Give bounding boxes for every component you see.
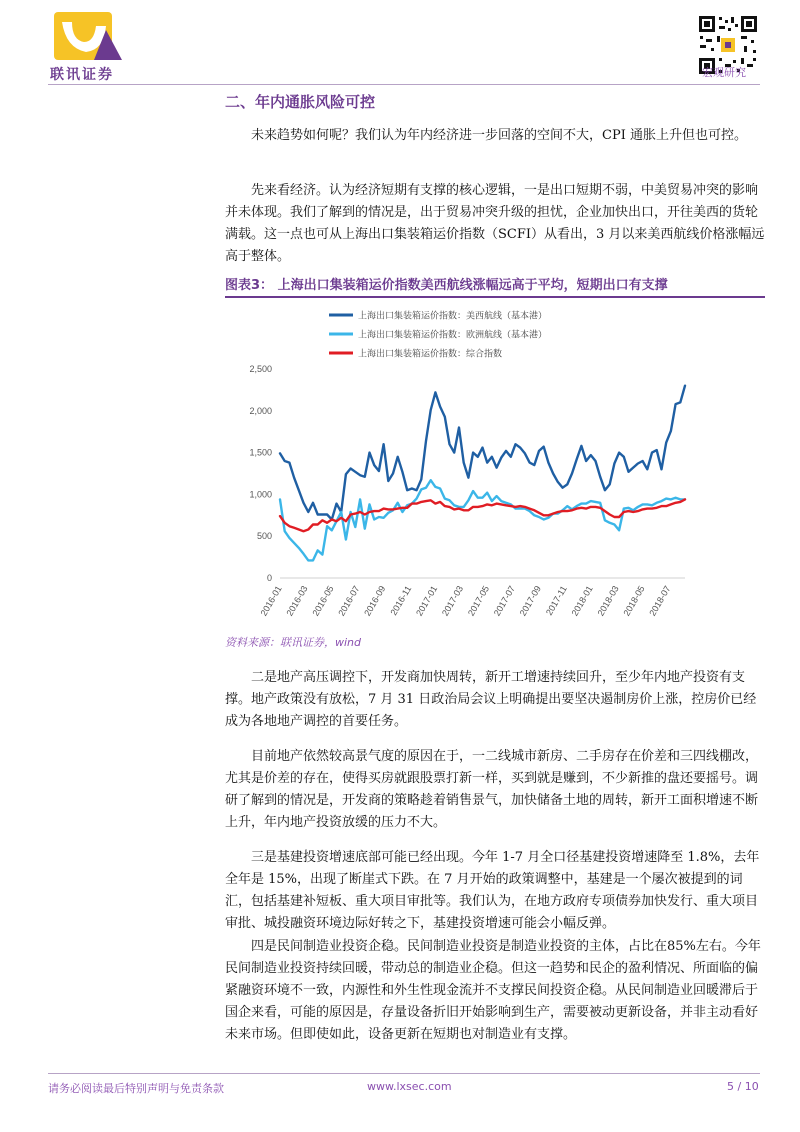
x-tick-label: 2018-05 <box>621 584 647 618</box>
legend-label-0: 上海出口集装箱运价指数：美西航线（基本港） <box>358 311 548 322</box>
y-tick-label: 2,000 <box>249 405 272 416</box>
footer-divider <box>48 1073 760 1074</box>
header-divider <box>48 84 760 85</box>
x-tick-label: 2017-07 <box>491 584 518 618</box>
paragraph-economy: 先来看经济。认为经济短期有支撑的核心逻辑，一是出口短期不弱，中美贸易冲突的影响并未体现。我们了解到的情况是，出于贸易冲突升级的担忧，企业加快出口，开往美西的货轮满载。这一点也可从上海出口集装箱运价指数（SCFI）从看出，3 月以来美西航线价格涨幅远高于整体。 <box>225 183 765 264</box>
x-tick-label: 2016-03 <box>284 584 310 618</box>
y-tick-label: 2,500 <box>249 364 272 374</box>
y-tick-label: 500 <box>256 531 272 542</box>
x-tick-label: 2016-01 <box>258 584 284 618</box>
x-tick-label: 2017-11 <box>544 584 569 618</box>
legend-label-2: 上海出口集装箱运价指数：综合指数 <box>358 349 503 360</box>
x-tick-label: 2016-05 <box>310 584 336 618</box>
x-tick-label: 2016-11 <box>388 584 414 618</box>
legend-label-1: 上海出口集装箱运价指数：欧洲航线（基本港） <box>358 330 548 341</box>
report-category: 宏观研究 <box>702 66 746 79</box>
footer-disclaimer-link[interactable]: 请务必阅读最后特别声明与免责条款 <box>48 1082 224 1095</box>
x-tick-label: 2017-05 <box>465 584 492 618</box>
paragraph-infrastructure: 三是基建投资增速底部可能已经出现。今年 1-7 月全口径基建投资增速降至 1.8%，去年全年是 15%，出现了断崖式下跌。在 7 月开始的政策调整中，基建是一个屡次被提到的词汇，包括基建补短板、重大项目审批等。我们认为，在地方政府专项债券加快发行、重大项目审批、城投融资环境边际好转之下，基建投资增速可能会小幅反弹。 <box>225 850 760 931</box>
series-line-1 <box>280 480 685 560</box>
brand-name: 联讯证券 <box>50 67 114 83</box>
paragraph-real-estate: 二是地产高压调控下，开发商加快周转，新开工增速持续回升，至少年内地产投资有支撑。地产政策没有放松，7 月 31 日政治局会议上明确提出要坚决遏制房价上涨，控房价已经成为各地地产调控的首要任务。 <box>225 670 757 729</box>
x-tick-label: 2018-07 <box>647 584 673 618</box>
paragraph-outlook: 未来趋势如何呢？我们认为年内经济进一步回落的空间不大，CPI 通胀上升但也可控。 <box>251 128 747 143</box>
y-tick-label: 0 <box>266 573 272 583</box>
y-tick-label: 1,500 <box>249 447 272 458</box>
figure-source: 资料来源：联讯证券，wind <box>225 636 362 649</box>
x-tick-label: 2017-03 <box>439 584 466 618</box>
x-tick-label: 2017-09 <box>517 584 543 618</box>
figure-title-rule <box>225 296 765 298</box>
x-tick-label: 2017-01 <box>414 584 440 618</box>
footer-website-link[interactable]: www.lxsec.com <box>367 1080 452 1093</box>
y-tick-label: 1,000 <box>249 489 272 500</box>
x-tick-label: 2018-03 <box>595 584 621 618</box>
paragraph-property-market: 目前地产依然较高景气度的原因在于，一二线城市新房、二手房存在价差和三四线棚改，尤其是价差的存在，使得买房就跟股票打新一样，买到就是赚到，不少新推的盘还要摇号。调研了解到的情况是，开发商的策略趁着销售景气，加快储备土地的周转，新开工面积增速不断上升，年内地产投资放缓的压力不大。 <box>225 749 759 830</box>
page-number: 5 / 10 <box>727 1080 759 1093</box>
x-tick-label: 2018-01 <box>569 584 595 618</box>
figure-title: 图表3： 上海出口集装箱运价指数美西航线涨幅远高于平均，短期出口有支撑 <box>225 278 668 293</box>
section-heading: 二、年内通胀风险可控 <box>225 93 376 111</box>
series-line-0 <box>280 386 685 520</box>
paragraph-private-manufacturing: 四是民间制造业投资企稳。民间制造业投资是制造业投资的主体，占比在85%左右。今年民间制造业投资持续回暖，带动总的制造业企稳。但这一趋势和民企的盈利情况、所面临的偏紧融资环境不一致，内源性和外生性现金流并不支撑民间投资企稳。从民间制造业回暖滞后于国企来看，可能的原因是，存量设备折旧开始影响到生产，需要被动更新设备，并非主动看好未来市场。但即使如此，设备更新在短期也对制造业有支撑。 <box>225 939 761 1042</box>
x-tick-label: 2016-07 <box>336 584 362 618</box>
scfi-line-chart <box>225 300 765 628</box>
x-tick-label: 2016-09 <box>362 584 388 618</box>
